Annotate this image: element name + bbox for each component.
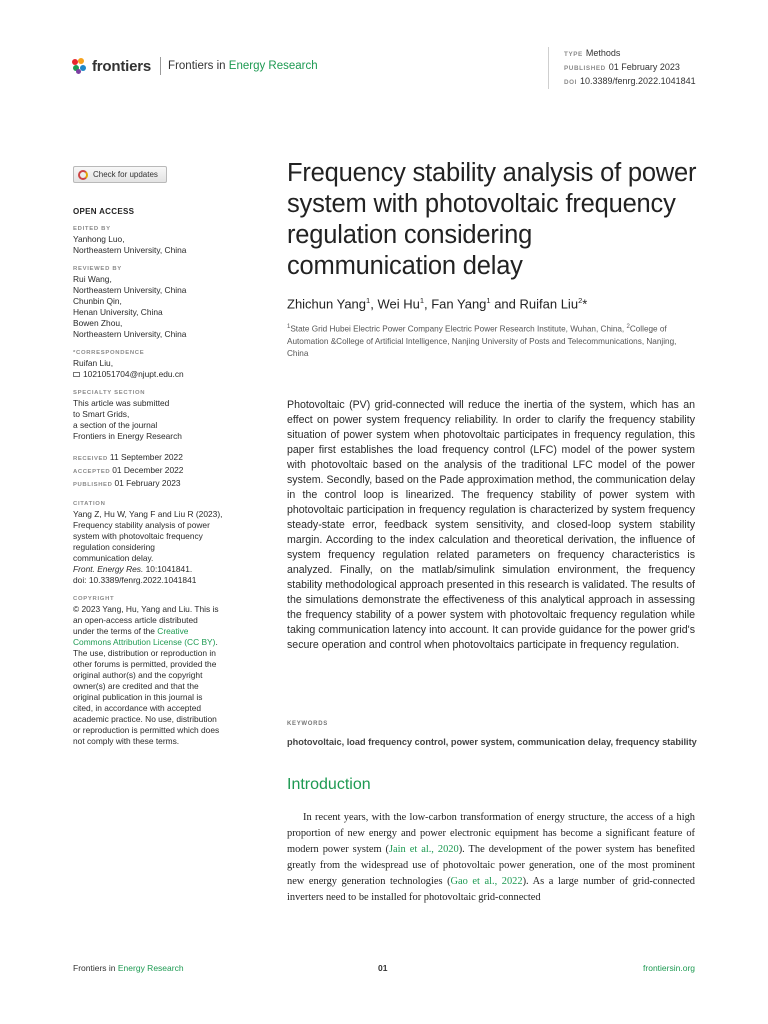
- journal-title: Energy Research: [228, 60, 318, 72]
- check-updates-label: Check for updates: [93, 170, 158, 179]
- dates-section: [73, 452, 243, 491]
- keywords: photovoltaic, load frequency control, power system, communication delay, frequency stability: [287, 737, 697, 747]
- correspondence-section: *CORRESPONDENCE Ruifan Liu, 1021051704@njupt.edu.cn: [73, 350, 243, 380]
- author-name[interactable]: Ruifan Liu: [519, 296, 579, 312]
- footer-site-link[interactable]: frontiersin.org: [643, 963, 695, 973]
- affiliations: $^1$State Grid Hubei Electric Power Company Electric Power Research Institute, Wuhan, China, $^2$College of Automation &College of Artificial Intelligence, Nanjing University of Posts and Telecommunications, Nanjing, China: [287, 324, 677, 358]
- citation-doi[interactable]: doi: 10.3389/fenrg.2022.1041841: [73, 575, 197, 585]
- open-access-label: OPEN ACCESS: [73, 207, 135, 216]
- citation-link[interactable]: Gao et al., 2022: [450, 876, 523, 888]
- citation-section: CITATION Yang Z, Hu W, Yang F and Liu R (2023), Frequency stability analysis of power system with photovoltaic frequency regulation considering communication delay. Front. Energy Res. 10:1041841. doi: 10.3389/fenrg.2022.1041841: [73, 501, 243, 586]
- article-title: Frequency stability analysis of power system with photovoltaic frequency regulation considering communication delay: [287, 159, 697, 280]
- published-date: PUBLISHED 01 February 2023: [73, 478, 181, 488]
- citation-link[interactable]: Jain et al., 2020: [389, 844, 459, 856]
- abstract: Photovoltaic (PV) grid-connected will reduce the inertia of the system, which has an effect on power system frequency reliability. In order to clarify the frequency stability situation of power system when photovoltaic participates in frequency regulation, this paper first establishes the load frequency control (LFC) model of the power system with photovoltaic based on the analysis of the traditional LFC model of the power system. Secondly, based on the Pade approximation method, the communication delay in the control loop is linearized. The frequency stability of power system with photovoltaic participation in frequency regulation is characterized by system frequency steady-state error, feedback system sensitivity, and closed-loop system stability margin. According to the index calculation and theoretical derivation, the influence of system frequency regulation related parameters on frequency characteristics is analyzed. Finally, on the matlab/simulink simulation environment, the frequency stability methodological approach presented in this research is validated. The results of the simulations demonstrate the effectiveness of this analytical approach in assessing the frequency stability of a power system with photovoltaic frequency regulation while taking communication latency into account. It can provide guidance for the power grid's secure operation and control when photovoltaics participate in frequency regulation.: [287, 399, 695, 651]
- reviewed-by-section: REVIEWED BY Rui Wang, Northeastern University, China Chunbin Qin, Henan University, China Bowen Zhou, Northeastern University, China: [73, 266, 187, 339]
- accepted-date: ACCEPTED 01 December 2022: [73, 465, 184, 475]
- update-check-icon: [78, 170, 88, 180]
- frontiers-logo-icon: [72, 58, 88, 74]
- article-meta: [548, 47, 696, 89]
- author-name[interactable]: Wei Hu: [377, 296, 420, 312]
- meta-type: TYPE Methods: [564, 48, 621, 58]
- author-name[interactable]: Zhichun Yang: [287, 296, 367, 312]
- copyright-section: COPYRIGHT © 2023 Yang, Hu, Yang and Liu. This is an open-access article distributed under the terms of the Creative Commons Attribution License (CC BY). The use, distribution or reproduction in other forums is permitted, provided the original author(s) and the copyright owner(s) are credited and that the original publication in this journal is cited, in accordance with accepted academic practice. No use, distribution or reproduction is permitted which does not comply with these terms.: [73, 596, 220, 746]
- footer-journal[interactable]: Frontiers in Energy Research: [73, 963, 184, 973]
- cc-license-link[interactable]: Creative: [157, 626, 189, 636]
- introduction-heading: Introduction: [287, 776, 371, 793]
- meta-published: PUBLISHED 01 February 2023: [564, 62, 680, 72]
- page-number: 01: [378, 963, 388, 973]
- check-for-updates-button[interactable]: [73, 166, 167, 183]
- meta-doi[interactable]: DOI 10.3389/fenrg.2022.1041841: [564, 76, 696, 86]
- author-name[interactable]: Fan Yang: [431, 296, 487, 312]
- specialty-section: SPECIALTY SECTION This article was submitted to Smart Grids, a section of the journal Frontiers in Energy Research: [73, 390, 182, 441]
- introduction-paragraph: In recent years, with the low-carbon transformation of energy structure, the access of a high proportion of new energy and power electronic equipment has become a significant feature of modern power system (Jain et al., 2020). The development of the power system has benefited greatly from the widespread use of photovoltaic power generation, one of the most prominent new energy generation technologies (Gao et al., 2022). As a large number of grid-connected inverters need to be installed for photovoltaic grid-connected: [287, 812, 695, 904]
- cc-license-link-cont[interactable]: Commons Attribution License (CC BY): [73, 637, 216, 647]
- author-list: Zhichun Yang$^1$, Wei Hu$^1$, Fan Yang$^1$ and Ruifan Liu$^2$*: [287, 296, 588, 312]
- header-divider: [160, 57, 161, 75]
- logo-wordmark: frontiers: [92, 57, 152, 75]
- keywords-label: KEYWORDS: [287, 721, 328, 727]
- edited-by-section: EDITED BY Yanhong Luo, Northeastern University, China: [73, 226, 187, 255]
- received-date: RECEIVED 11 September 2022: [73, 452, 183, 462]
- sidebar: [73, 166, 243, 747]
- email-icon: [73, 372, 80, 377]
- correspondence-email[interactable]: 1021051704@njupt.edu.cn: [73, 369, 243, 380]
- journal-prefix: Frontiers in: [168, 60, 226, 72]
- frontiers-logo[interactable]: [72, 57, 318, 75]
- journal-name[interactable]: [168, 60, 318, 72]
